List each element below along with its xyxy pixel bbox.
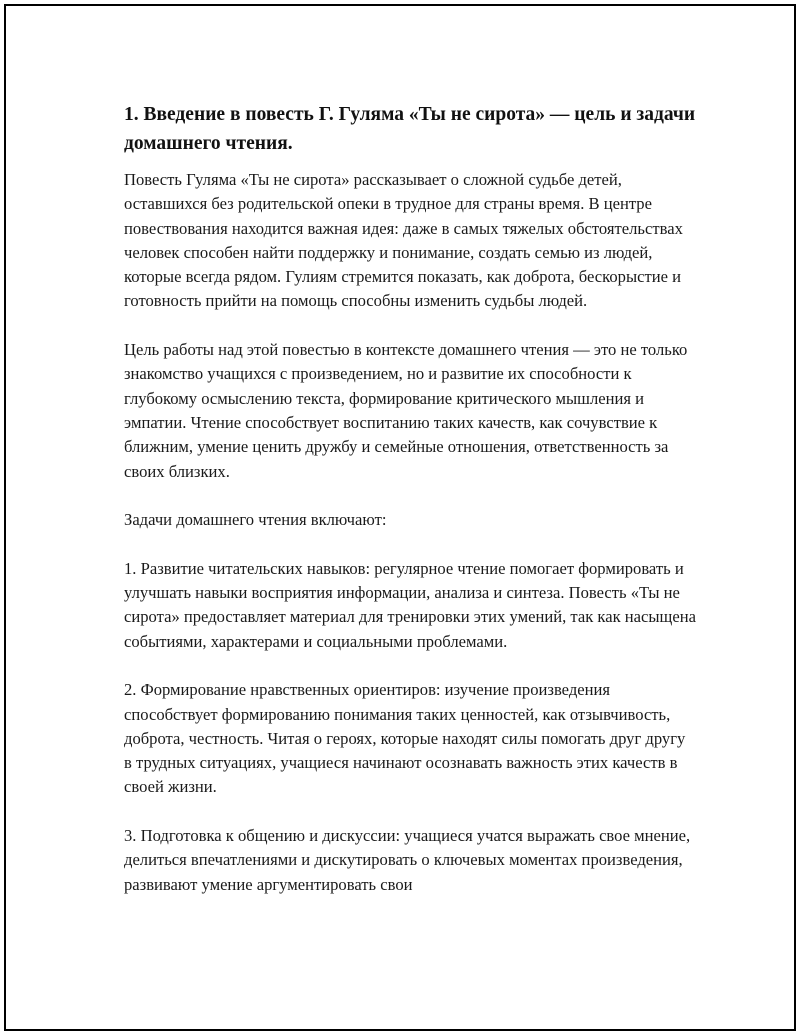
section-heading: 1. Введение в повесть Г. Гуляма «Ты не сирота» — цель и задачи домашнего чтения.	[124, 104, 696, 154]
paragraph-intro: Повесть Гуляма «Ты не сирота» рассказывает о сложной судьбе детей, оставшихся без родительской опеки в трудное для страны время. В центре повествования находится важная идея: даже в самых тяжелых обстоятельствах человек способен найти поддержку и понимание, создать семью из людей, которые всегда рядом. Гулиям стремится показать, как доброта, бескорыстие и готовность прийти на помощь способны изменить судьбы людей.	[124, 170, 683, 311]
paragraph-task-1: 1. Развитие читательских навыков: регулярное чтение помогает формировать и улучшать навыки восприятия информации, анализа и синтеза. Повесть «Ты не сирота» предоставляет материал для тренировки этих умений, так как насыщена событиями, характерами и социальными проблемами.	[124, 558, 696, 651]
page-frame	[4, 4, 796, 1031]
paragraph-task-3: 3. Подготовка к общению и дискуссии: учащиеся учатся выражать свое мнение, делиться впечатлениями и дискутировать о ключевых моментах произведения, развивают умение аргументировать свои	[124, 826, 691, 894]
document-body	[124, 100, 696, 921]
paragraph-task-2: 2. Формирование нравственных ориентиров: изучение произведения способствует формированию понимания таких ценностей, как отзывчивость, доброта, честность. Читая о героях, которые находят силы помогать друг другу в трудных ситуациях, учащиеся начинают осознавать важность этих качеств в своей жизни.	[124, 680, 686, 797]
paragraph-tasks-intro: Задачи домашнего чтения включают:	[124, 510, 387, 530]
paragraph-goal: Цель работы над этой повестью в контексте домашнего чтения — это не только знакомство учащихся с произведением, но и развитие их способности к глубокому осмыслению текста, формирование критического мышления и эмпатии. Чтение способствует воспитанию таких качеств, как сочувствие к ближним, умение ценить дружбу и семейные отношения, ответственность за своих близких.	[124, 340, 688, 481]
